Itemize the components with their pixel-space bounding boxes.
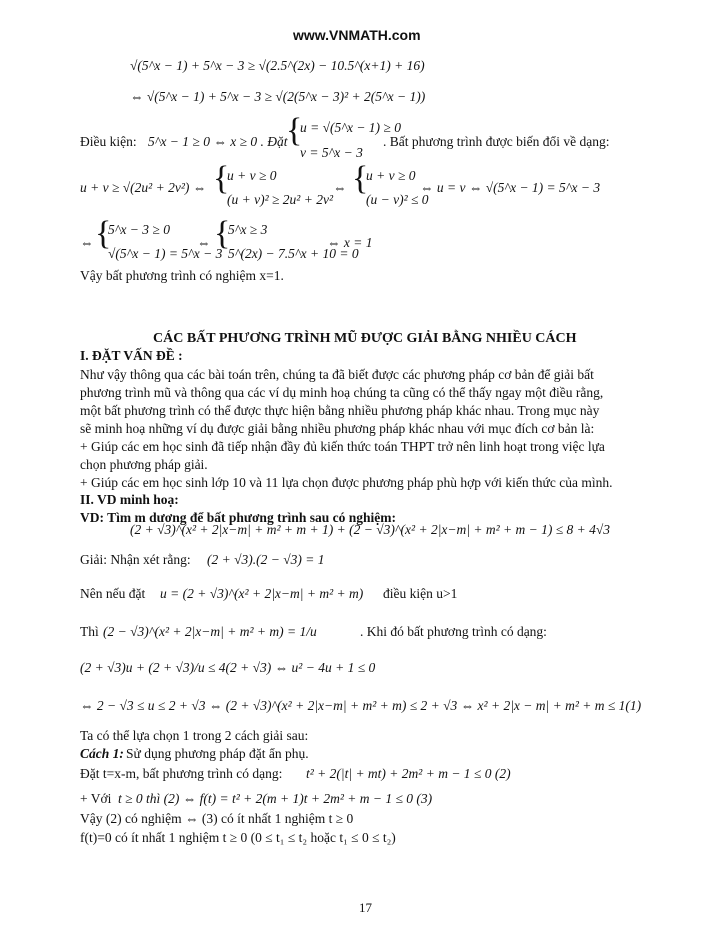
method1-text: Sử dụng phương pháp đặt ẩn phụ.	[126, 746, 309, 761]
set-label: Nên nếu đặt	[80, 586, 146, 601]
chain-right: ⇔ u = v ⇔ √(5^x − 1) = 5^x − 3	[420, 180, 601, 195]
so-text: Vậy (2) có nghiệm ⇔ (3) có ít nhất 1 nghiệm t ≥ 0	[80, 811, 354, 826]
site-header[interactable]: www.VNMATH.com	[293, 27, 421, 43]
equation-u: (2 + √3)u + (2 + √3)/u ≤ 4(2 + √3) ⇔ u² − 4u + 1 ≤ 0	[80, 660, 376, 675]
method1-label: Cách 1:	[80, 746, 124, 761]
set-condition: điều kiện u>1	[383, 586, 458, 601]
system2-line2: (u − v)² ≤ 0	[366, 192, 429, 207]
heading-2: II. VD minh hoạ:	[80, 492, 179, 507]
choose-text: Ta có thể lựa chọn 1 trong 2 cách giải sau:	[80, 728, 309, 743]
set-t-expr: t² + 2(|t| + mt) + 2m² + m − 1 ≤ 0 (2)	[306, 766, 511, 781]
set-t-label: Đặt t=x-m, bất phương trình có dạng:	[80, 766, 283, 781]
brace: {	[352, 160, 369, 197]
brace: {	[213, 160, 230, 197]
heading-1: I. ĐẶT VẤN ĐỀ :	[80, 348, 183, 363]
equiv-symbol: ⇔	[80, 235, 94, 250]
inequality-1: √(5^x − 1) + 5^x − 3 ≥ √(2.5^(2x) − 10.5^(x+1) + 16)	[130, 58, 425, 73]
paragraph-line: chọn phương pháp giải.	[80, 457, 208, 472]
with-expr: t ≥ 0 thì (2) ⇔ f(t) = t² + 2(m + 1)t + 2m² + m − 1 ≤ 0 (3)	[118, 791, 433, 806]
equation-chain: ⇔ 2 − √3 ≤ u ≤ 2 + √3 ⇔ (2 + √3)^(x² + 2|x−m| + m² + m) ≤ 2 + √3 ⇔ x² + 2|x − m| + m² + m ≤ 1(1)	[80, 698, 642, 713]
paragraph-line: sẽ minh hoạ những ví dụ được giải bằng nhiều phương pháp khác nhau với mục đích cơ bản là:	[80, 421, 595, 436]
system4-line1: 5^x ≥ 3	[228, 222, 268, 237]
system4-line2: 5^(2x) − 7.5^x + 10 = 0	[228, 246, 359, 261]
chain-left: u + v ≥ √(2u² + 2v²) ⇔	[80, 180, 207, 195]
ft-text: f(t)=0 có ít nhất 1 nghiệm t ≥ 0 (0 ≤ t₁ ≤ t₂ hoặc t₁ ≤ 0 ≤ t₂)	[80, 830, 396, 845]
brace: {	[286, 112, 303, 149]
example-statement: VD: Tìm m dương để bất phương trình sau có nghiệm:	[80, 510, 396, 525]
solution-label: Giải: Nhận xét rằng:	[80, 552, 191, 567]
brace: {	[95, 215, 112, 252]
section-title: CÁC BẤT PHƯƠNG TRÌNH MŨ ĐƯỢC GIẢI BẰNG NHIỀU CÁCH	[153, 331, 577, 346]
brace: {	[214, 215, 231, 252]
inequality-2: ⇔ √(5^x − 1) + 5^x − 3 ≥ √(2(5^x − 3)² + 2(5^x − 1))	[130, 89, 426, 104]
paragraph-line: Như vậy thông qua các bài toán trên, chúng ta đã biết được các phương pháp cơ bản để giải bất	[80, 367, 594, 382]
paragraph-line: một bất phương trình có thể được thực hiện bằng nhiều phương pháp khác nhau. Trong mục này	[80, 403, 600, 418]
solution-expr: (2 + √3).(2 − √3) = 1	[207, 552, 325, 567]
set-expr: u = (2 + √3)^(x² + 2|x−m| + m² + m)	[160, 586, 364, 601]
substitution-v: v = 5^x − 3	[300, 145, 363, 160]
result: ⇔ x = 1	[327, 235, 373, 250]
paragraph-line: + Giúp các em học sinh đã tiếp nhận đầy đủ kiến thức toán THPT trở nên linh hoạt trong việc lựa	[80, 439, 605, 454]
condition-expr: 5^x − 1 ≥ 0 ⇔ x ≥ 0 . Đặt	[148, 134, 288, 149]
system1-line2: (u + v)² ≥ 2u² + 2v²	[227, 192, 333, 207]
paragraph-line: + Giúp các em học sinh lớp 10 và 11 lựa chọn được phương pháp phù hợp với kiến thức của mình.	[80, 475, 613, 490]
example-inequality: (2 + √3)^(x² + 2|x−m| + m² + m + 1) + (2 − √3)^(x² + 2|x−m| + m² + m − 1) ≤ 8 + 4√3	[130, 522, 611, 537]
page-number: 17	[359, 900, 372, 915]
equiv-symbol: ⇔	[197, 235, 211, 250]
system2-line1: u + v ≥ 0	[366, 168, 416, 183]
then-label: Thì	[80, 624, 99, 639]
system3-line2: √(5^x − 1) = 5^x − 3	[108, 246, 223, 261]
condition-tail: . Bất phương trình được biến đổi về dạng:	[383, 134, 610, 149]
with-label: + Với	[80, 791, 112, 806]
conclusion: Vậy bất phương trình có nghiệm x=1.	[80, 268, 284, 283]
then-tail: . Khi đó bất phương trình có dạng:	[360, 624, 547, 639]
equiv-symbol: ⇔	[333, 180, 347, 195]
then-expr: (2 − √3)^(x² + 2|x−m| + m² + m) = 1/u	[103, 624, 317, 639]
paragraph-line: phương trình mũ và thông qua các ví dụ minh hoạ chúng ta cũng có thể thấy ngay một điều rằng,	[80, 385, 604, 400]
system3-line1: 5^x − 3 ≥ 0	[108, 222, 170, 237]
substitution-u: u = √(5^x − 1) ≥ 0	[300, 120, 401, 135]
condition-label: Điều kiện:	[80, 134, 137, 149]
system1-line1: u + v ≥ 0	[227, 168, 277, 183]
